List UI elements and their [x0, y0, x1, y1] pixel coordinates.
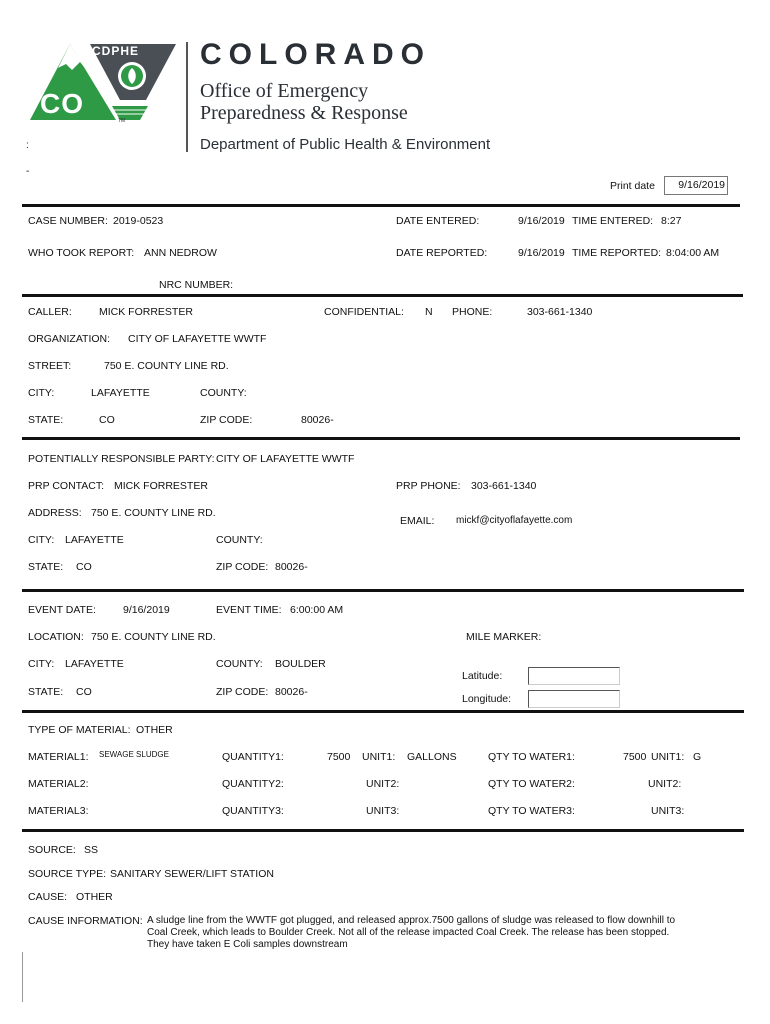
source-type-label: SOURCE TYPE: — [28, 868, 106, 880]
water-unit1: G — [693, 751, 702, 763]
street: 750 E. COUNTY LINE RD. — [104, 360, 229, 372]
unit1: GALLONS — [407, 751, 457, 763]
print-date-box — [664, 176, 728, 195]
prp-phone: 303-661-1340 — [471, 480, 537, 492]
department-name: Department of Public Health & Environment — [200, 136, 491, 153]
print-date-value: 9/16/2019 — [678, 179, 725, 191]
unit2-label: UNIT2: — [366, 778, 400, 790]
event-county-label: COUNTY: — [216, 658, 263, 670]
event-date-label: EVENT DATE: — [28, 604, 96, 616]
left-margin-line — [22, 952, 23, 1002]
prp-phone-label: PRP PHONE: — [396, 480, 461, 492]
prp-email: mickf@cityoflafayette.com — [456, 515, 573, 526]
confidential-value: N — [425, 306, 433, 318]
section-rule-4 — [22, 589, 744, 592]
prp-party-label: POTENTIALLY RESPONSIBLE PARTY: — [28, 453, 215, 465]
event-zip-label: ZIP CODE: — [216, 686, 269, 698]
office-name-line1: Office of Emergency — [200, 80, 369, 102]
logo-divider — [186, 42, 188, 152]
section-rule-5 — [22, 710, 744, 713]
event-date: 9/16/2019 — [123, 604, 170, 616]
cause-label: CAUSE: — [28, 891, 68, 903]
event-time-label: EVENT TIME: — [216, 604, 282, 616]
time-reported: 8:04:00 AM — [666, 247, 720, 259]
date-reported-label: DATE REPORTED: — [396, 247, 488, 259]
caller-state-label: STATE: — [28, 414, 64, 426]
material1: SEWAGE SLUDGE — [99, 750, 169, 759]
state-wordmark: COLORADO — [200, 38, 431, 71]
event-state: CO — [76, 686, 92, 698]
qty-to-water1: 7500 — [623, 751, 647, 763]
quantity1-label: QUANTITY1: — [222, 751, 284, 763]
qty-to-water1-label: QTY TO WATER1: — [488, 751, 575, 763]
prp-email-label: EMAIL: — [400, 515, 435, 527]
caller-city: LAFAYETTE — [91, 387, 150, 399]
event-county: BOULDER — [275, 658, 326, 670]
material-type-label: TYPE OF MATERIAL: — [28, 724, 131, 736]
trademark-mark: TM — [118, 118, 126, 124]
event-city: LAFAYETTE — [65, 658, 124, 670]
logo-letters: CO — [40, 88, 84, 119]
prp-address: 750 E. COUNTY LINE RD. — [91, 507, 216, 519]
stray-dash: - — [26, 166, 30, 177]
cause-info-label: CAUSE INFORMATION: — [28, 915, 143, 927]
caller-phone: 303-661-1340 — [527, 306, 593, 318]
prp-zip: 80026- — [275, 561, 308, 573]
case-number-label: CASE NUMBER: — [28, 215, 108, 227]
section-rule-6 — [22, 829, 744, 832]
time-entered-label: TIME ENTERED: — [572, 215, 654, 227]
caller-county-label: COUNTY: — [200, 387, 247, 399]
water-unit3-label: UNIT3: — [651, 805, 685, 817]
cause: OTHER — [76, 891, 113, 903]
prp-party: CITY OF LAFAYETTE WWTF — [216, 453, 355, 465]
event-city-label: CITY: — [28, 658, 55, 670]
prp-county-label: COUNTY: — [216, 534, 263, 546]
who-took: ANN NEDROW — [144, 247, 217, 259]
event-time: 6:00:00 AM — [290, 604, 344, 616]
section-rule-2 — [22, 294, 743, 297]
prp-state: CO — [76, 561, 92, 573]
time-entered: 8:27 — [661, 215, 682, 227]
section-rule-1 — [22, 204, 740, 207]
caller-zip: 80026- — [301, 414, 334, 426]
unit3-label: UNIT3: — [366, 805, 400, 817]
cause-info-line2: Coal Creek, which leads to Boulder Creek. Not all of the release impacted Coal Creek. The release has been stopped. — [147, 927, 670, 938]
latitude-label: Latitude: — [462, 670, 503, 682]
longitude-label: Longitude: — [462, 693, 512, 705]
caller-phone-label: PHONE: — [452, 306, 493, 318]
prp-zip-label: ZIP CODE: — [216, 561, 269, 573]
event-location: 750 E. COUNTY LINE RD. — [91, 631, 216, 643]
prp-contact-label: PRP CONTACT: — [28, 480, 105, 492]
water-unit2-label: UNIT2: — [648, 778, 682, 790]
caller-state: CO — [99, 414, 115, 426]
source-type: SANITARY SEWER/LIFT STATION — [110, 868, 274, 880]
office-name-line2: Preparedness & Response — [200, 102, 408, 124]
prp-contact: MICK FORRESTER — [114, 480, 208, 492]
material3-label: MATERIAL3: — [28, 805, 89, 817]
date-reported: 9/16/2019 — [518, 247, 565, 259]
print-date-label: Print date — [610, 180, 655, 192]
source-label: SOURCE: — [28, 844, 76, 856]
time-reported-label: TIME REPORTED: — [572, 247, 662, 259]
unit1-label: UNIT1: — [362, 751, 396, 763]
event-zip: 80026- — [275, 686, 308, 698]
section-rule-3 — [22, 437, 740, 440]
brand-abbrev: CDPHE — [92, 44, 140, 58]
material-type: OTHER — [136, 724, 173, 736]
caller-label: CALLER: — [28, 306, 72, 318]
source: SS — [84, 844, 99, 856]
material1-label: MATERIAL1: — [28, 751, 89, 763]
nrc-number-label: NRC NUMBER: — [159, 279, 234, 291]
mile-marker-label: MILE MARKER: — [466, 631, 542, 643]
quantity1: 7500 — [327, 751, 351, 763]
event-location-label: LOCATION: — [28, 631, 84, 643]
date-entered: 9/16/2019 — [518, 215, 565, 227]
cause-info-line1: A sludge line from the WWTF got plugged, and released approx.7500 gallons of sludge was released to flow downhill to — [147, 915, 676, 926]
street-label: STREET: — [28, 360, 72, 372]
quantity3-label: QUANTITY3: — [222, 805, 284, 817]
prp-city-label: CITY: — [28, 534, 55, 546]
who-took-label: WHO TOOK REPORT: — [28, 247, 135, 259]
date-entered-label: DATE ENTERED: — [396, 215, 480, 227]
caller-zip-label: ZIP CODE: — [200, 414, 253, 426]
water-unit1-label: UNIT1: — [651, 751, 685, 763]
stray-colon: : — [26, 140, 29, 151]
qty-to-water2-label: QTY TO WATER2: — [488, 778, 575, 790]
quantity2-label: QUANTITY2: — [222, 778, 284, 790]
organization-label: ORGANIZATION: — [28, 333, 111, 345]
organization: CITY OF LAFAYETTE WWTF — [128, 333, 267, 345]
material2-label: MATERIAL2: — [28, 778, 89, 790]
event-state-label: STATE: — [28, 686, 64, 698]
case-number: 2019-0523 — [113, 215, 164, 227]
caller-name: MICK FORRESTER — [99, 306, 193, 318]
prp-city: LAFAYETTE — [65, 534, 124, 546]
longitude-field[interactable] — [528, 690, 620, 708]
qty-to-water3-label: QTY TO WATER3: — [488, 805, 575, 817]
caller-city-label: CITY: — [28, 387, 55, 399]
latitude-field[interactable] — [528, 667, 620, 685]
prp-state-label: STATE: — [28, 561, 64, 573]
confidential-label: CONFIDENTIAL: — [324, 306, 404, 318]
cause-info-line3: They have taken E Coli samples downstream — [147, 939, 348, 950]
prp-address-label: ADDRESS: — [28, 507, 82, 519]
